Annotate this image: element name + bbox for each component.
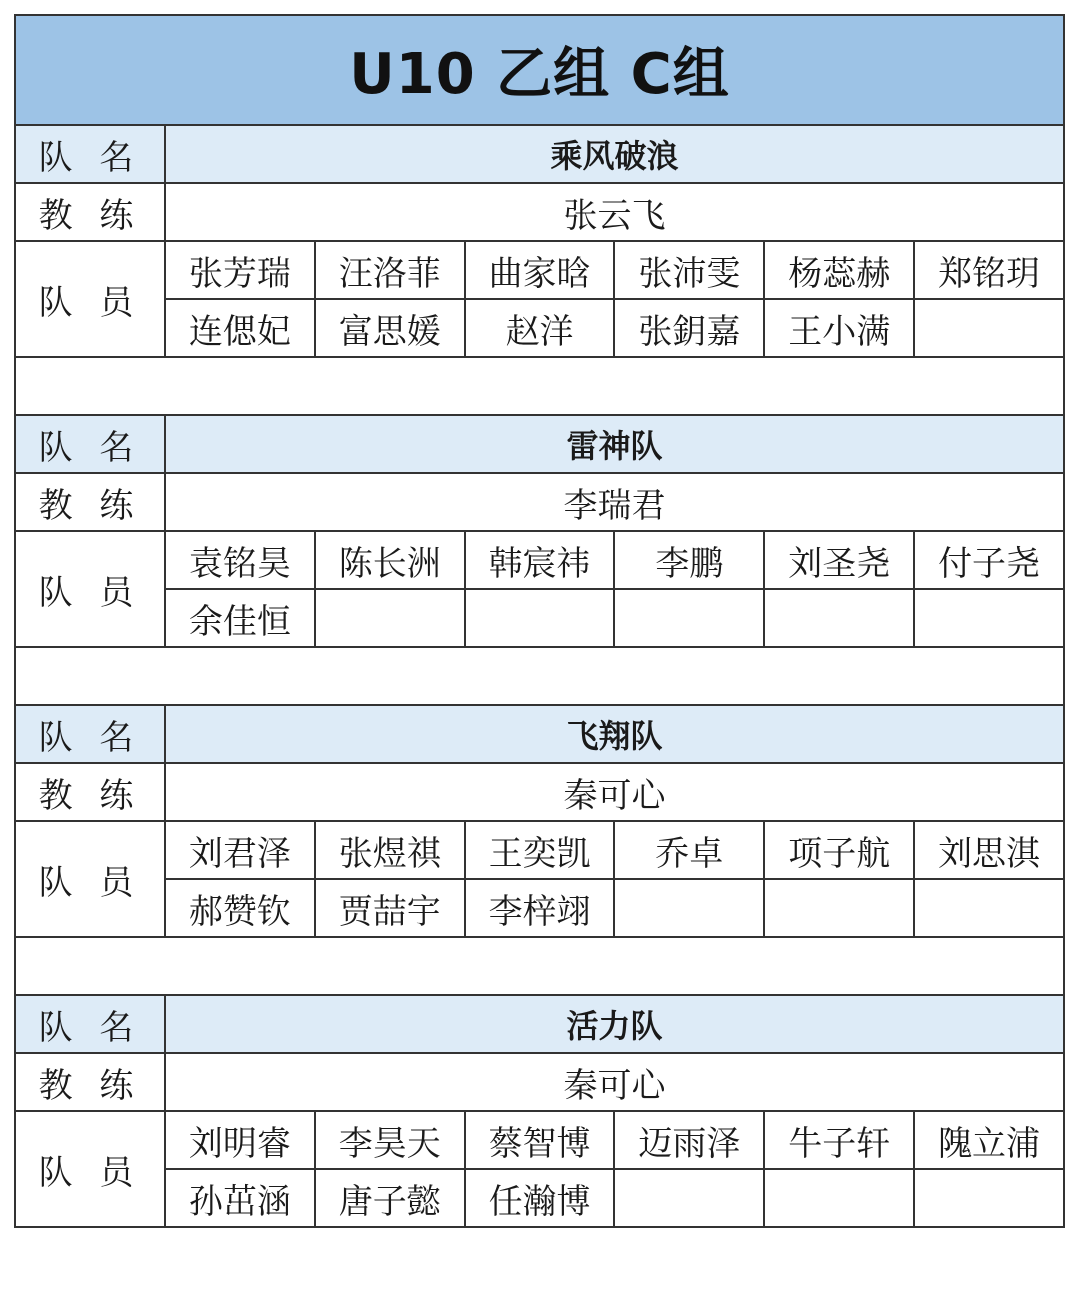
coach-row bbox=[15, 183, 1064, 241]
player-cell: 富思媛 bbox=[315, 299, 465, 357]
player-cell: 任瀚博 bbox=[465, 1169, 615, 1227]
players-label: 队 员 bbox=[15, 531, 165, 647]
player-cell: 张沛雯 bbox=[614, 241, 764, 299]
players-label: 队 员 bbox=[15, 241, 165, 357]
player-cell: 郑铭玥 bbox=[914, 241, 1064, 299]
team-name-label: 队 名 bbox=[15, 415, 165, 473]
players-row bbox=[15, 879, 1064, 937]
player-cell: 陈长洲 bbox=[315, 531, 465, 589]
player-cell bbox=[764, 589, 914, 647]
player-cell: 孙茁涵 bbox=[165, 1169, 315, 1227]
player-cell bbox=[315, 589, 465, 647]
player-cell bbox=[914, 299, 1064, 357]
player-cell: 郝赞钦 bbox=[165, 879, 315, 937]
team-spacer bbox=[14, 358, 1065, 416]
player-cell: 王奕凯 bbox=[465, 821, 615, 879]
player-cell bbox=[764, 1169, 914, 1227]
player-cell: 王小满 bbox=[764, 299, 914, 357]
players-row bbox=[15, 821, 1064, 879]
team-name-row bbox=[15, 995, 1064, 1053]
player-cell: 张芳瑞 bbox=[165, 241, 315, 299]
player-cell: 刘圣尧 bbox=[764, 531, 914, 589]
coach-label: 教 练 bbox=[15, 763, 165, 821]
team-name-label: 队 名 bbox=[15, 995, 165, 1053]
coach-name: 秦可心 bbox=[165, 1053, 1064, 1111]
player-cell: 袁铭昊 bbox=[165, 531, 315, 589]
players-row bbox=[15, 531, 1064, 589]
player-cell bbox=[914, 879, 1064, 937]
team-name: 飞翔队 bbox=[165, 705, 1064, 763]
player-cell: 赵洋 bbox=[465, 299, 615, 357]
player-cell bbox=[614, 879, 764, 937]
player-cell: 李梓翊 bbox=[465, 879, 615, 937]
player-cell: 杨蕊赫 bbox=[764, 241, 914, 299]
player-cell: 曲家晗 bbox=[465, 241, 615, 299]
player-cell: 唐子懿 bbox=[315, 1169, 465, 1227]
coach-name: 张云飞 bbox=[165, 183, 1064, 241]
coach-name: 李瑞君 bbox=[165, 473, 1064, 531]
team-spacer bbox=[14, 648, 1065, 706]
page-title: U10 乙组 C组 bbox=[14, 14, 1065, 126]
player-cell bbox=[764, 879, 914, 937]
team-name-row bbox=[15, 415, 1064, 473]
player-cell: 牛子轩 bbox=[764, 1111, 914, 1169]
team-table bbox=[14, 994, 1065, 1228]
player-cell: 项子航 bbox=[764, 821, 914, 879]
player-cell bbox=[914, 589, 1064, 647]
players-row bbox=[15, 241, 1064, 299]
team-name-label: 队 名 bbox=[15, 705, 165, 763]
player-cell: 乔卓 bbox=[614, 821, 764, 879]
coach-row bbox=[15, 1053, 1064, 1111]
coach-label: 教 练 bbox=[15, 183, 165, 241]
player-cell: 刘思淇 bbox=[914, 821, 1064, 879]
coach-label: 教 练 bbox=[15, 473, 165, 531]
team-block bbox=[14, 414, 1065, 648]
player-cell bbox=[914, 1169, 1064, 1227]
players-label: 队 员 bbox=[15, 1111, 165, 1227]
player-cell: 连偲妃 bbox=[165, 299, 315, 357]
team-name: 雷神队 bbox=[165, 415, 1064, 473]
players-label: 队 员 bbox=[15, 821, 165, 937]
player-cell: 李鹏 bbox=[614, 531, 764, 589]
team-name: 活力队 bbox=[165, 995, 1064, 1053]
players-row bbox=[15, 589, 1064, 647]
team-name-label: 队 名 bbox=[15, 125, 165, 183]
player-cell: 张煜祺 bbox=[315, 821, 465, 879]
coach-row bbox=[15, 473, 1064, 531]
player-cell: 张鈅嘉 bbox=[614, 299, 764, 357]
player-cell: 余佳恒 bbox=[165, 589, 315, 647]
player-cell: 隗立浦 bbox=[914, 1111, 1064, 1169]
player-cell: 蔡智博 bbox=[465, 1111, 615, 1169]
team-name-row bbox=[15, 705, 1064, 763]
player-cell: 李昊天 bbox=[315, 1111, 465, 1169]
players-row bbox=[15, 1111, 1064, 1169]
team-block bbox=[14, 994, 1065, 1228]
player-cell bbox=[614, 589, 764, 647]
coach-row bbox=[15, 763, 1064, 821]
team-name-row bbox=[15, 125, 1064, 183]
player-cell: 迈雨泽 bbox=[614, 1111, 764, 1169]
player-cell: 韩宸祎 bbox=[465, 531, 615, 589]
player-cell: 贾喆宇 bbox=[315, 879, 465, 937]
players-row bbox=[15, 299, 1064, 357]
team-block bbox=[14, 704, 1065, 938]
coach-label: 教 练 bbox=[15, 1053, 165, 1111]
teams-container bbox=[14, 124, 1065, 1228]
team-spacer bbox=[14, 938, 1065, 996]
player-cell: 付子尧 bbox=[914, 531, 1064, 589]
team-table bbox=[14, 414, 1065, 648]
player-cell bbox=[465, 589, 615, 647]
player-cell: 汪洛菲 bbox=[315, 241, 465, 299]
coach-name: 秦可心 bbox=[165, 763, 1064, 821]
roster-sheet bbox=[14, 14, 1065, 1228]
players-row bbox=[15, 1169, 1064, 1227]
team-block bbox=[14, 124, 1065, 358]
player-cell: 刘明睿 bbox=[165, 1111, 315, 1169]
player-cell: 刘君泽 bbox=[165, 821, 315, 879]
team-table bbox=[14, 704, 1065, 938]
player-cell bbox=[614, 1169, 764, 1227]
team-table bbox=[14, 124, 1065, 358]
team-name: 乘风破浪 bbox=[165, 125, 1064, 183]
